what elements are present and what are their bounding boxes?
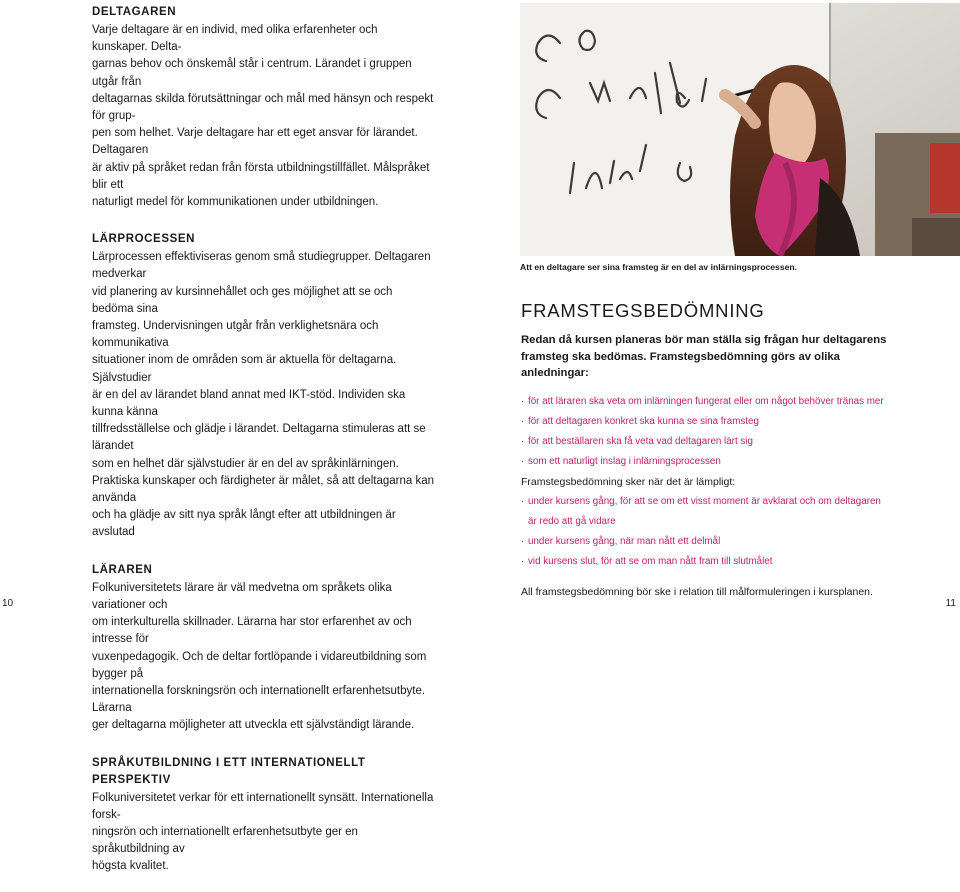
body-line: är en del av lärandet bland annat med IKT-stöd. Individen ska kunna känna xyxy=(92,388,406,419)
body-line: framsteg. Undervisningen utgår från verklighetsnära och kommunikativa xyxy=(92,320,379,350)
list-item: · som ett naturligt inslag i inlärningsprocessen xyxy=(521,452,901,472)
body-line: vid planering av kursinnehållet och ges möjlighet att se och bedöma sina xyxy=(92,285,393,315)
section-heading: LÄRPROCESSEN xyxy=(92,233,196,246)
body-line: ger deltagarna möjligheter att utveckla ett självständigt lärande. xyxy=(92,719,415,732)
section-larprocessen xyxy=(92,231,434,541)
body-line: Praktiska kunskaper och färdigheter är målet, så att deltagarna kan använda xyxy=(92,474,434,505)
list-item-text: under kursens gång, för att se om ett visst moment är avklarat och om deltagaren xyxy=(528,495,881,507)
when-list xyxy=(521,492,901,572)
section-heading: DELTAGAREN xyxy=(92,6,177,18)
page-number-right: 11 xyxy=(945,598,956,609)
list-item-continuation: är redo att gå vidare xyxy=(528,515,616,527)
photo-illustration xyxy=(520,3,960,256)
page-title: FRAMSTEGSBEDÖMNING xyxy=(521,300,765,321)
body-line: ningsrön och internationellt erfarenhetsutbyte ger en språkutbildning av xyxy=(92,825,358,856)
section-body xyxy=(92,790,434,876)
body-line: pen som helhet. Varje deltagare har ett eget ansvar för lärandet. Deltagaren xyxy=(92,127,418,157)
section-heading: SPRÅKUTBILDNING I ETT INTERNATIONELLT PERSPEKTIV xyxy=(92,756,366,786)
section-body xyxy=(92,249,434,541)
body-line: och ha glädje av sitt nya språk långt efter att utbildningen är avslutad xyxy=(92,509,396,539)
photo-caption: Att en deltagare ser sina framsteg är en del av inlärningsprocessen. xyxy=(520,262,798,272)
body-line: vuxenpedagogik. Och de deltar fortlöpande i vidareutbildning som bygger på xyxy=(92,650,427,680)
section-body xyxy=(92,22,434,211)
teacher-photo xyxy=(520,3,960,256)
body-line: är aktiv på språket redan från första utbildningstillfället. Målspråket blir ett xyxy=(92,161,430,191)
right-column xyxy=(521,300,901,600)
list-item xyxy=(521,492,901,532)
body-line: högsta kvalitet. xyxy=(92,860,169,873)
body-line: situationer inom de områden som är aktuella för deltagarna. Självstudier xyxy=(92,354,397,384)
body-line: Lärprocessen effektiviseras genom små studiegrupper. Deltagaren medverkar xyxy=(92,251,431,281)
lead-paragraph: Redan då kursen planeras bör man ställa sig frågan hur deltagarens framsteg ska bedömas. Framstegsbedömning görs av olika anledningar: xyxy=(521,334,887,379)
body-line: Folkuniversitetet verkar för ett internationellt synsätt. Internationella forsk- xyxy=(92,791,434,821)
section-deltagaren xyxy=(92,4,434,211)
body-line: som en helhet där självstudier är en del av språkinlärningen. xyxy=(92,457,399,470)
section-lararen xyxy=(92,562,434,735)
list-item: · för att deltagaren konkret ska kunna se sina framsteg xyxy=(521,412,901,432)
body-line: garnas behov och önskemål står i centrum. Lärandet i gruppen utgår från xyxy=(92,58,412,88)
body-line: om interkulturella skillnader. Lärarna har stor erfarenhet av och intresse för xyxy=(92,616,412,646)
section-body xyxy=(92,580,434,735)
closing-note: All framstegsbedömning bör ske i relation till målformuleringen i kursplanen. xyxy=(521,585,873,598)
list-item: · vid kursens slut, för att se om man nått fram till slutmålet xyxy=(521,552,901,572)
body-line: internationella forskningsrön och internationellt erfarenhetsutbyte. Lärarna xyxy=(92,684,426,715)
section-heading: LÄRAREN xyxy=(92,563,153,576)
reasons-list xyxy=(521,392,901,472)
page-number-left: 10 xyxy=(2,598,14,609)
body-line: naturligt medel för kommunikationen under utbildningen. xyxy=(92,196,379,209)
body-line: tillfredsställelse och glädje i lärandet. Deltagarna stimuleras att se lärandet xyxy=(92,423,426,453)
body-line: Folkuniversitetets lärare är väl medvetna om språkets olika variationer och xyxy=(92,581,392,611)
list-item: · för att läraren ska veta om inlärningen fungerat eller om något behöver tränas mer xyxy=(521,392,901,412)
left-column xyxy=(92,4,434,892)
section-sprakutbildning xyxy=(92,755,434,876)
list-item: · för att beställaren ska få veta vad deltagaren lärt sig xyxy=(521,432,901,452)
body-line: deltagarnas skilda förutsättningar och mål med hänsyn och respekt för grup- xyxy=(92,92,434,123)
body-line: Varje deltagare är en individ, med olika erfarenheter och kunskaper. Delta- xyxy=(92,24,378,54)
when-label: Framstegsbedömning sker när det är lämpligt: xyxy=(521,475,736,488)
list-item: · under kursens gång, när man nått ett delmål xyxy=(521,532,901,552)
